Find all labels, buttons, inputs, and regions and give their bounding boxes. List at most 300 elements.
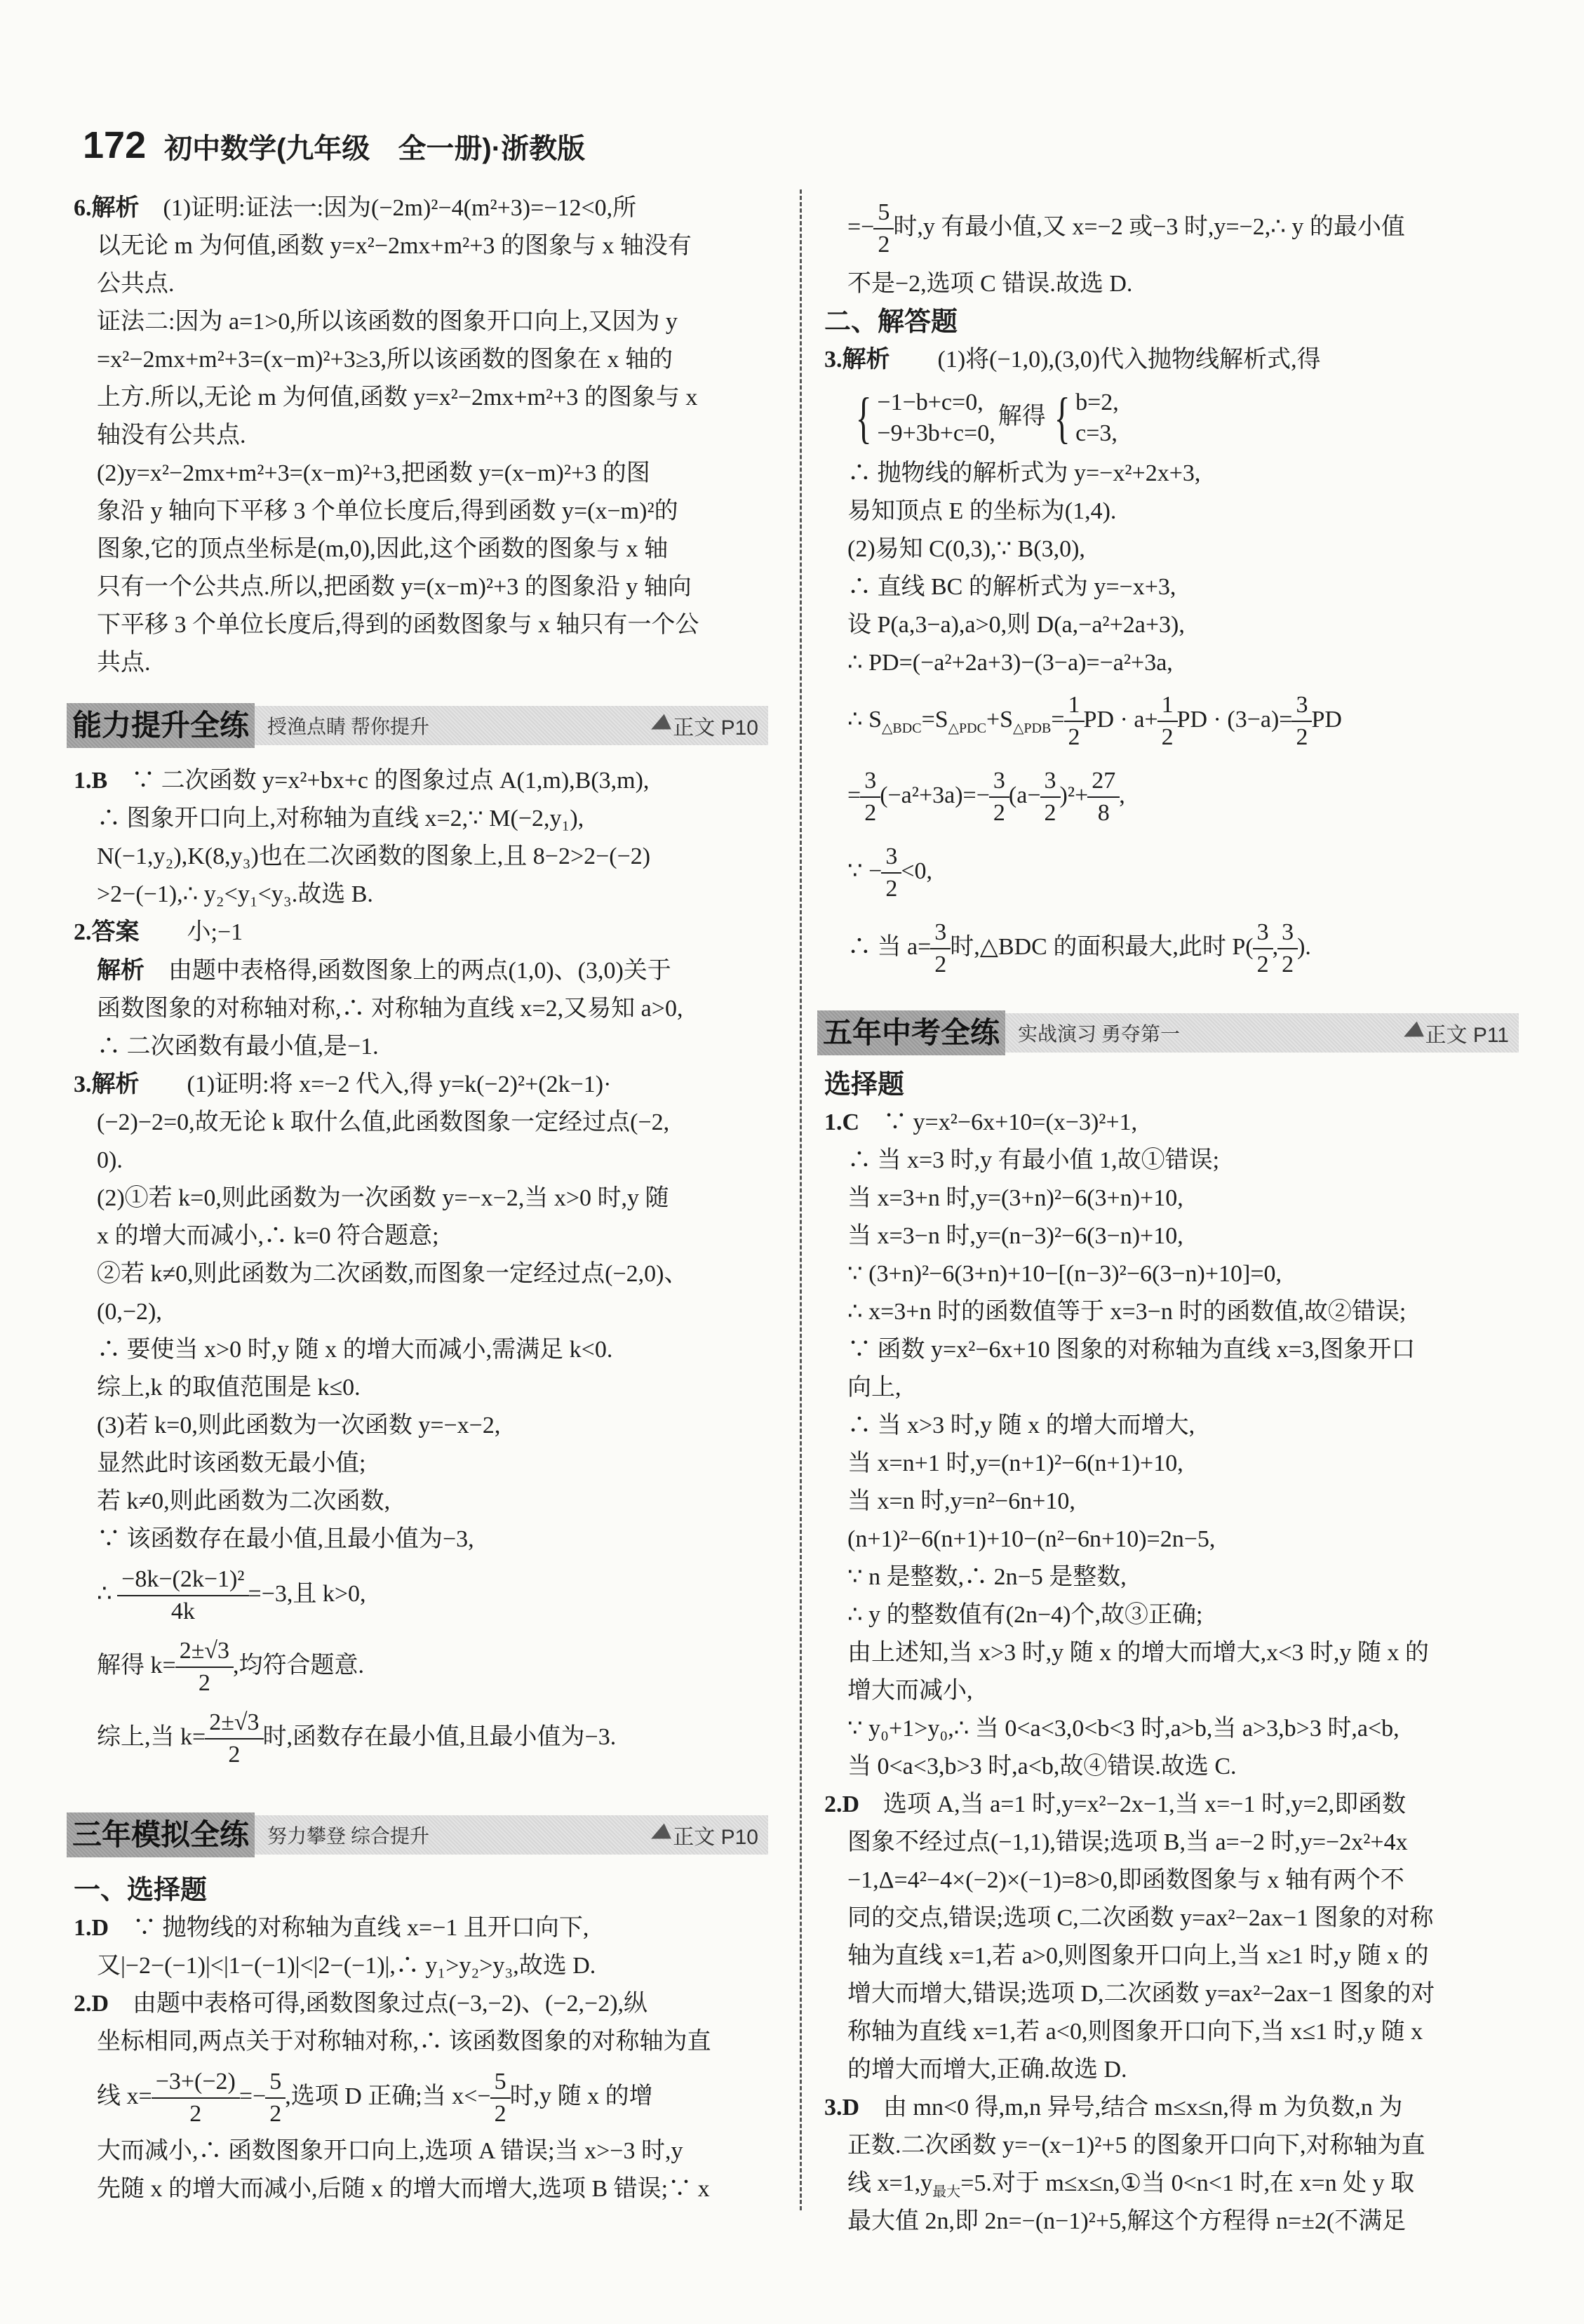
text-segment: ∴ 图象开口向上,对称轴为直线 x=2,∵ M(−2,y₁),: [97, 806, 584, 832]
denominator: 2: [1040, 796, 1061, 829]
system-row: −9+3b+c=0,: [877, 420, 995, 447]
fraction: [1066, 690, 1082, 753]
text-line: [74, 1255, 768, 1293]
text-segment: =: [847, 782, 861, 808]
numerator: 1: [1161, 692, 1174, 719]
brace: {: [1054, 387, 1070, 450]
text-segment: PD: [1311, 707, 1342, 733]
numerator: −8k−(2k−1)²: [121, 1566, 245, 1593]
text-segment: PD · (3−a)=: [1176, 707, 1293, 733]
text-segment: 上方.所以,无论 m 为何值,函数 y=x²−2mx+m²+3 的图象与 x: [97, 385, 698, 410]
text-line: [824, 1104, 1519, 1142]
text-line: [74, 606, 768, 644]
section-slogan: 努力攀登 综合提升: [267, 1826, 430, 1848]
numerator: 3: [1044, 768, 1056, 794]
fraction: [492, 2066, 509, 2130]
answer-label: 3.D: [824, 2095, 860, 2121]
text-segment: N(−1,y₂),K(8,y₃)也在二次函数的图象上,且 8−2>2−(−2): [97, 843, 651, 869]
numerator: 1: [1068, 692, 1080, 719]
text-line: [824, 265, 1519, 303]
text-line: [74, 568, 768, 606]
text-line: [824, 1748, 1519, 1786]
text-segment: ∵ y=x²−6x+10=(x−3)²+1,: [859, 1109, 1138, 1135]
text-segment: 函数图象的对称轴对称,∴ 对称轴为直线 x=2,又易知 a>0,: [97, 996, 683, 1022]
denominator: 2: [265, 2097, 286, 2130]
text-segment: =−: [239, 2083, 267, 2109]
numerator: 3: [864, 768, 877, 794]
answer-label: 2.答案: [74, 919, 140, 945]
text-segment: (n+1)²−6(n+1)+10−(n²−6n+10)=2n−5,: [847, 1526, 1216, 1552]
denominator: 2: [930, 948, 951, 980]
text-segment: 当 x=3−n 时,y=(n−3)²−6(3−n)+10,: [847, 1223, 1183, 1249]
text-line: [74, 1521, 768, 1558]
text-segment: 由题中表格可得,函数图象过点(−3,−2)、(−2,−2),纵: [109, 1991, 648, 2017]
text-segment: ∴ 当 a=: [847, 934, 932, 960]
text-segment: ).: [1297, 934, 1311, 960]
ref-label: 正文 P11: [1425, 1024, 1509, 1047]
text-line: [74, 1947, 768, 1985]
text-segment: ,选项 D 正确;当 x<−: [285, 2083, 491, 2109]
text-line: [824, 530, 1519, 568]
text-segment: 线 x=: [97, 2083, 152, 2109]
text-line: [824, 909, 1519, 985]
text-line: [74, 876, 768, 914]
text-line: [74, 1104, 768, 1142]
text-line: [74, 189, 768, 227]
system-row: −1−b+c=0,: [877, 389, 984, 416]
text-line: [74, 1702, 768, 1773]
ref-label: 正文 P10: [673, 716, 758, 740]
text-line: [824, 1786, 1519, 1824]
fraction: [883, 841, 899, 904]
answer-label: 2.D: [74, 1991, 109, 2017]
fraction: [154, 2066, 238, 2130]
numerator: 2±√3: [209, 1709, 260, 1736]
text-line: [824, 1862, 1519, 1899]
section-bar: [67, 706, 768, 745]
text-segment: (2)y=x²−2mx+m²+3=(x−m)²+3,把函数 y=(x−m)²+3 的图: [97, 460, 650, 486]
paper-plane-icon: [1400, 1022, 1424, 1045]
text-line: [824, 1899, 1519, 1937]
text-line: [824, 1407, 1519, 1445]
text-segment: ∴ 要使当 x>0 时,y 随 x 的增大而减小,需满足 k<0.: [97, 1337, 613, 1363]
text-line: [824, 1634, 1519, 1672]
text-segment: 时,△BDC 的面积最大,此时 P(: [950, 934, 1254, 960]
text-segment: 选项 A,当 a=1 时,y=x²−2x−1,当 x=−1 时,y=2,即函数: [859, 1791, 1407, 1817]
fraction: [267, 2066, 283, 2130]
text-line: [824, 1975, 1519, 2013]
text-segment: (1)将(−1,0),(3,0)代入抛物线解析式,得: [890, 347, 1321, 373]
text-segment: (−2)−2=0,故无论 k 取什么值,此函数图象一定经过点(−2,: [97, 1109, 670, 1135]
text-segment: 同的交点,错误;选项 C,二次函数 y=ax²−2ax−1 图象的对称: [847, 1905, 1434, 1931]
text-segment: 不是−2,选项 C 错误.故选 D.: [847, 271, 1133, 297]
text-line: [824, 1710, 1519, 1748]
text-segment: ∵ 抛物线的对称轴为直线 x=−1 且开口向下,: [109, 1915, 589, 1941]
text-line: [824, 1217, 1519, 1255]
text-segment: ∴ PD=(−a²+2a+3)−(3−a)=−a²+3a,: [847, 650, 1173, 676]
text-line: [824, 682, 1519, 758]
text-segment: (2)易知 C(0,3),∵ B(3,0),: [847, 536, 1085, 562]
subsection-heading: 选择题: [824, 1070, 905, 1100]
text-segment: 当 x=3+n 时,y=(3+n)²−6(3+n)+10,: [847, 1185, 1183, 1211]
numerator: 5: [269, 2069, 282, 2095]
section-bar: [817, 1013, 1519, 1053]
text-line: [824, 568, 1519, 606]
text-segment: ∴ y 的整数值有(2n−4)个,故③正确;: [847, 1602, 1203, 1628]
text-line: [74, 1028, 768, 1066]
text-segment: 增大而增大,错误;选项 D,二次函数 y=ax²−2ax−1 图象的对: [847, 1981, 1435, 2007]
numerator: 5: [878, 199, 890, 226]
text-line: [74, 1142, 768, 1180]
inline-label: 解析: [97, 957, 145, 984]
answer-label: 2.D: [824, 1791, 860, 1817]
text-line: [824, 2127, 1519, 2165]
text-segment: ∴ 二次函数有最小值,是−1.: [97, 1034, 379, 1060]
answer-label: 1.D: [74, 1915, 109, 1941]
text-segment: (a−: [1008, 782, 1041, 808]
text-segment: 最大值 2n,即 2n=−(n−1)²+5,解这个方程得 n=±2(不满足: [847, 2208, 1407, 2234]
text-line: [74, 455, 768, 493]
text-segment: 当 x=n+1 时,y=(n+1)²−6(n+1)+10,: [847, 1450, 1183, 1476]
text-line: [74, 1407, 768, 1445]
text-line: [824, 2203, 1519, 2240]
denominator: 2: [1277, 948, 1298, 980]
text-line: [824, 341, 1519, 379]
text-segment: (1)证明:证法一:因为(−2m)²−4(m²+3)=−12<0,所: [139, 195, 637, 221]
text-segment: ∵ y₀+1>y₀,∴ 当 0<a<3,0<b<3 时,a>b,当 a>3,b>3 时,a<b,: [847, 1716, 1400, 1742]
text-line: [74, 914, 768, 951]
text-line: [74, 1445, 768, 1483]
fraction: [1294, 690, 1310, 753]
text-segment: ∴: [97, 1581, 119, 1607]
text-line: [74, 265, 768, 303]
denominator: 4k: [117, 1595, 248, 1627]
text-line: [74, 1630, 768, 1702]
text-line: [74, 417, 768, 455]
section-title: 能力提升全练: [67, 703, 255, 748]
denominator: 2: [1253, 948, 1273, 980]
text-line: [824, 1824, 1519, 1862]
text-line: [824, 606, 1519, 644]
text-segment: 下平移 3 个单位长度后,得到的函数图象与 x 轴只有一个公: [97, 612, 699, 638]
section-title: 三年模拟全练: [67, 1812, 255, 1857]
text-segment: 综上,当 k=: [97, 1724, 206, 1750]
page-number: 172: [83, 124, 147, 166]
text-segment: x 的增大而减小,∴ k=0 符合题意;: [97, 1223, 439, 1249]
text-segment: 共点.: [97, 650, 151, 676]
text-segment: 象沿 y 轴向下平移 3 个单位长度后,得到函数 y=(x−m)²的: [97, 498, 678, 524]
equation-system: [1049, 387, 1119, 449]
text-line: [74, 800, 768, 838]
brace: {: [855, 387, 872, 450]
text-segment: ,均符合题意.: [233, 1652, 365, 1678]
numerator: −3+(−2): [155, 2069, 236, 2095]
textbook-page-ref: [650, 1819, 758, 1850]
text-segment: ∴ x=3+n 时的函数值等于 x=3−n 时的函数值,故②错误;: [847, 1299, 1407, 1325]
text-segment: 0).: [97, 1147, 123, 1173]
denominator: 2: [881, 872, 901, 904]
text-segment: 公共点.: [97, 271, 175, 297]
system-rows: [877, 387, 995, 449]
paper-plane-icon: [647, 714, 671, 737]
denominator: 2: [152, 2097, 240, 2130]
section-slogan: 授渔点睛 帮你提升: [267, 716, 430, 738]
text-segment: ,: [1119, 782, 1125, 808]
text-line: [74, 1331, 768, 1369]
denominator: 2: [175, 1667, 234, 1699]
text-segment: <0,: [901, 858, 932, 884]
text-segment: =−: [847, 214, 875, 240]
text-line: [74, 530, 768, 568]
text-segment: (2)①若 k=0,则此函数为一次函数 y=−x−2,当 x>0 时,y 随: [97, 1185, 669, 1211]
text-segment: PD · a+: [1083, 707, 1158, 733]
text-segment: 小;−1: [139, 919, 243, 945]
system-rows: [1075, 387, 1119, 449]
text-segment: 解得: [998, 403, 1046, 429]
text-line: [74, 227, 768, 265]
text-line: [824, 1369, 1519, 1407]
text-segment: 由上述知,当 x>3 时,y 随 x 的增大而增大,x<3 时,y 随 x 的: [847, 1640, 1429, 1666]
denominator: 2: [1064, 721, 1085, 753]
text-segment: 解得 k=: [97, 1652, 176, 1678]
fraction: [207, 1707, 261, 1770]
fraction: [862, 766, 878, 829]
fraction: [177, 1636, 231, 1699]
text-line: [74, 303, 768, 341]
subsection-heading: 一、选择题: [74, 1876, 208, 1905]
numerator: 3: [934, 919, 947, 946]
text-segment: =x²−2mx+m²+3=(x−m)²+3≥3,所以该函数的图象在 x 轴的: [97, 347, 673, 373]
denominator: 2: [1291, 721, 1312, 753]
numerator: 2±√3: [179, 1638, 230, 1664]
text-segment: 时,y 有最小值,又 x=−2 或−3 时,y=−2,∴ y 的最小值: [893, 214, 1405, 240]
text-segment: 由 mn<0 得,m,n 异号,结合 m≤x≤n,得 m 为负数,n 为: [859, 2095, 1403, 2121]
system-row: c=3,: [1075, 420, 1117, 447]
fraction: [991, 766, 1007, 829]
text-line: [824, 1445, 1519, 1483]
text-segment: 线 x=1,y: [847, 2170, 933, 2196]
text-line: [74, 379, 768, 417]
text-line: [824, 379, 1519, 455]
denominator: 2: [860, 796, 880, 829]
text-segment: ∴ 当 x=3 时,y 有最小值 1,故①错误;: [847, 1147, 1220, 1173]
numerator: 3: [993, 768, 1005, 794]
text-line: [74, 2132, 768, 2170]
text-segment: −1,Δ=4²−4×(−2)×(−1)=8>0,即函数图象与 x 轴有两个不: [847, 1867, 1404, 1893]
book-title: 初中数学(九年级 全一册)·浙教版: [164, 133, 586, 164]
answer-label: 1.B: [74, 768, 108, 794]
fraction: [1160, 690, 1176, 753]
text-segment: 证法二:因为 a=1>0,所以该函数的图象开口向上,又因为 y: [97, 309, 678, 335]
section-title: 五年中考全练: [817, 1010, 1005, 1055]
text-segment: 图象不经过点(−1,1),错误;选项 B,当 a=−2 时,y=−2x²+4x: [847, 1829, 1408, 1855]
text-segment: ∴ 当 x>3 时,y 随 x 的增大而增大,: [847, 1413, 1195, 1438]
text-segment: 设 P(a,3−a),a>0,则 D(a,−a²+2a+3),: [847, 612, 1185, 638]
text-segment: 由题中表格得,函数图象上的两点(1,0)、(3,0)关于: [145, 958, 671, 984]
text-line: [74, 1180, 768, 1217]
text-line: [824, 2165, 1519, 2203]
text-segment: =−3,且 k>0,: [248, 1581, 366, 1607]
text-segment: 向上,: [847, 1375, 901, 1401]
text-segment: 称轴为直线 x=1,若 a<0,则图象开口向下,当 x≤1 时,y 随 x: [847, 2019, 1423, 2045]
text-segment: 正数.二次函数 y=−(x−1)²+5 的图象开口向下,对称轴为直: [847, 2132, 1425, 2158]
text-line: [74, 762, 768, 800]
text-segment: =S: [921, 707, 948, 733]
text-segment: 增大而减小,: [847, 1678, 973, 1704]
fraction: [875, 197, 892, 260]
numerator: 5: [494, 2069, 506, 2095]
text-segment: >2−(−1),∴ y₂<y₁<y₃.故选 B.: [97, 881, 373, 907]
text-segment: 先随 x 的增大而减小,后随 x 的增大而增大,选项 B 错误;∵ x: [97, 2176, 710, 2202]
fraction: [1089, 766, 1117, 829]
text-line: [74, 990, 768, 1028]
text-segment: 只有一个公共点.所以,把函数 y=(x−m)²+3 的图象沿 y 轴向: [97, 574, 692, 600]
text-segment: 显然此时该函数无最小值;: [97, 1450, 366, 1476]
text-segment: 当 0<a<3,b>3 时,a<b,故④错误.故选 C.: [847, 1754, 1237, 1779]
text-segment: =: [1051, 707, 1065, 733]
text-segment: 又|−2−(−1)|<|1−(−1)|<|2−(−1)|,∴ y₁>y₂>y₃,故选 D.: [97, 1953, 596, 1979]
subsection-heading: 二、解答题: [824, 307, 958, 337]
text-segment: ∵ (3+n)²−6(3+n)+10−[(n−3)²−6(3−n)+10]=0,: [847, 1261, 1282, 1287]
numerator: 3: [1256, 919, 1269, 946]
text-segment: ∵ 函数 y=x²−6x+10 图象的对称轴为直线 x=3,图象开口: [847, 1337, 1416, 1363]
text-line: [74, 493, 768, 530]
denominator: 2: [205, 1738, 263, 1770]
numerator: 3: [1282, 919, 1294, 946]
text-segment: 的增大而增大,正确.故选 D.: [847, 2057, 1127, 2083]
text-line: [824, 1142, 1519, 1180]
answer-label: 3.解析: [824, 347, 890, 373]
subscript: △PDB: [1013, 720, 1052, 736]
text-line: [74, 1217, 768, 1255]
answer-label: 1.C: [824, 1109, 860, 1135]
subscript: △BDC: [882, 720, 922, 736]
textbook-page-ref: [650, 710, 758, 741]
system-row: b=2,: [1075, 389, 1119, 416]
text-line: [824, 1937, 1519, 1975]
text-segment: =5.对于 m≤x≤n,①当 0<n<1 时,在 x=n 处 y 取: [960, 2170, 1415, 2196]
denominator: 2: [873, 228, 894, 260]
denominator: 2: [989, 796, 1009, 829]
text-segment: ∵ n 是整数,∴ 2n−5 是整数,: [847, 1564, 1127, 1590]
text-segment: 时,函数存在最小值,且最小值为−3.: [262, 1724, 617, 1750]
text-line: [824, 189, 1519, 265]
text-segment: 轴没有公共点.: [97, 422, 246, 448]
text-line: [824, 1558, 1519, 1596]
text-segment: ②若 k≠0,则此函数为二次函数,而图象一定经过点(−2,0)、: [97, 1261, 688, 1287]
numerator: 27: [1092, 768, 1116, 794]
text-segment: ∵ −: [847, 858, 882, 884]
left-column: [74, 189, 768, 2208]
text-segment: 综上,k 的取值范围是 k≤0.: [97, 1375, 361, 1401]
denominator: 8: [1087, 796, 1120, 829]
text-line: [824, 2051, 1519, 2089]
text-line: [74, 341, 768, 379]
text-line: [824, 834, 1519, 909]
text-line: [74, 1985, 768, 2023]
text-line: [74, 951, 768, 990]
subscript: 最大: [932, 2184, 961, 2200]
text-line: [74, 2023, 768, 2061]
text-segment: 以无论 m 为何值,函数 y=x²−2mx+m²+3 的图象与 x 轴没有: [97, 233, 692, 259]
text-line: [74, 1558, 768, 1630]
text-segment: 时,y 随 x 的增: [509, 2083, 653, 2109]
fraction: [1280, 917, 1296, 980]
text-line: [74, 1066, 768, 1104]
denominator: 2: [1157, 721, 1178, 753]
text-line: [824, 1596, 1519, 1634]
fraction: [119, 1564, 246, 1627]
text-line: [824, 1331, 1519, 1369]
text-line: [824, 1180, 1519, 1217]
text-line: [824, 455, 1519, 493]
text-segment: ∵ 二次函数 y=x²+bx+c 的图象过点 A(1,m),B(3,m),: [107, 768, 650, 794]
text-line: [824, 2013, 1519, 2051]
text-line: [824, 493, 1519, 530]
numerator: 3: [1296, 692, 1308, 719]
text-line: [824, 1521, 1519, 1558]
textbook-page-ref: [1403, 1017, 1510, 1048]
fraction: [1255, 917, 1271, 980]
text-segment: 若 k≠0,则此函数为二次函数,: [97, 1488, 391, 1514]
text-line: [824, 644, 1519, 682]
text-segment: (3)若 k=0,则此函数为一次函数 y=−x−2,: [97, 1413, 501, 1438]
text-segment: ∴ 抛物线的解析式为 y=−x²+2x+3,: [847, 460, 1201, 486]
answer-label: 3.解析: [74, 1071, 140, 1097]
text-line: [74, 838, 768, 876]
numerator: 3: [885, 843, 898, 870]
text-line: [824, 1672, 1519, 1710]
fraction: [932, 917, 948, 980]
text-line: [74, 644, 768, 682]
text-segment: +S: [986, 707, 1014, 733]
text-segment: (−a²+3a)=−: [880, 782, 990, 808]
right-column: [824, 189, 1519, 2240]
text-line: [74, 1483, 768, 1521]
text-segment: 大而减小,∴ 函数图象开口向上,选项 A 错误;当 x>−3 时,y: [97, 2138, 683, 2164]
text-segment: ∵ 该函数存在最小值,且最小值为−3,: [97, 1526, 474, 1552]
text-segment: 易知顶点 E 的坐标为(1,4).: [847, 498, 1117, 524]
text-segment: 坐标相同,两点关于对称轴对称,∴ 该函数图象的对称轴为直: [97, 2029, 711, 2055]
text-segment: 轴为直线 x=1,若 a>0,则图象开口向上,当 x≥1 时,y 随 x 的: [847, 1943, 1429, 1969]
column-divider: [800, 189, 802, 2210]
fraction: [1042, 766, 1059, 829]
text-segment: ∴ 直线 BC 的解析式为 y=−x+3,: [847, 574, 1176, 600]
ref-label: 正文 P10: [673, 1826, 758, 1849]
page-header: [83, 123, 585, 167]
text-segment: 图象,它的顶点坐标是(m,0),因此,这个函数的图象与 x 轴: [97, 536, 669, 562]
text-segment: ,: [1272, 934, 1279, 960]
text-segment: 当 x=n 时,y=n²−6n+10,: [847, 1488, 1075, 1514]
text-segment: ∴ S: [847, 707, 882, 733]
text-line: [74, 1369, 768, 1407]
text-line: [824, 2089, 1519, 2127]
text-line: [824, 1255, 1519, 1293]
answer-label: 6.解析: [74, 195, 140, 221]
denominator: 2: [490, 2097, 511, 2130]
text-segment: (1)证明:将 x=−2 代入,得 y=k(−2)²+(2k−1)·: [139, 1071, 612, 1097]
text-line: [824, 1293, 1519, 1331]
paper-plane-icon: [647, 1824, 671, 1847]
equation-system: [850, 387, 995, 449]
section-slogan: 实战演习 勇夺第一: [1018, 1024, 1181, 1046]
text-line: [74, 2061, 768, 2132]
section-bar: [67, 1815, 768, 1855]
text-line: [824, 758, 1519, 834]
text-segment: (0,−2),: [97, 1299, 162, 1325]
text-line: [74, 2170, 768, 2208]
subscript: △PDC: [948, 720, 986, 736]
